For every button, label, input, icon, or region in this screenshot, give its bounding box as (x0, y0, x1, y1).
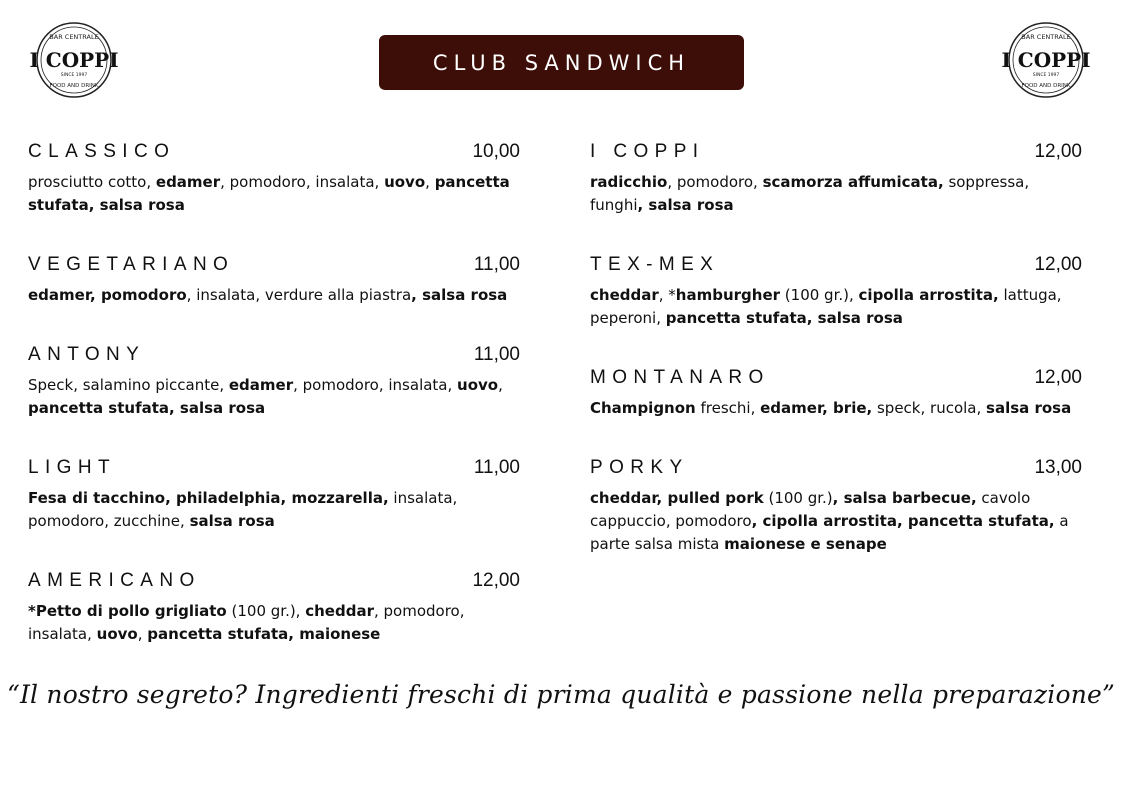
section-title-banner: CLUB SANDWICH (379, 35, 744, 90)
item-name: CLASSICO (28, 141, 176, 162)
item-price: 12,00 (1034, 254, 1082, 275)
ingredient-text: insalata, pomodoro, zucchine, (28, 489, 458, 530)
item-description (590, 171, 1082, 217)
menu-item-left-1 (28, 254, 520, 307)
ingredient-text: lattuga, peperoni, (590, 286, 1062, 327)
item-description (28, 171, 520, 217)
ingredient-text: (100 gr.) (763, 489, 833, 507)
logo-left (16, 20, 132, 100)
item-price: 13,00 (1034, 457, 1082, 478)
ingredient-text: (100 gr.), (780, 286, 859, 304)
item-price: 11,00 (473, 254, 520, 275)
svg-text:BAR CENTRALE: BAR CENTRALE (49, 33, 99, 41)
ingredient-text: (100 gr.), (226, 602, 306, 620)
ingredient-text: , pomodoro, insalata, (220, 173, 385, 191)
item-name: I COPPI (590, 141, 705, 162)
item-price: 12,00 (472, 570, 520, 591)
item-description (28, 600, 520, 646)
ingredient-bold: edamer, brie, (760, 399, 873, 417)
item-price: 10,00 (472, 141, 520, 162)
menu-item-left-4 (28, 570, 520, 646)
item-description (590, 284, 1082, 330)
item-price: 11,00 (473, 344, 520, 365)
ingredient-bold: edamer (228, 376, 294, 394)
ingredient-bold: hamburgher (675, 286, 781, 304)
item-name: VEGETARIANO (28, 254, 235, 275)
ingredient-bold: edamer (155, 173, 221, 191)
logo-right (988, 20, 1104, 100)
ingredient-bold: cheddar (305, 602, 374, 620)
item-price: 12,00 (1034, 141, 1082, 162)
item-price: 12,00 (1034, 367, 1082, 388)
item-name: ANTONY (28, 344, 146, 365)
ingredient-bold: uovo (384, 173, 426, 191)
ingredient-bold: salsa rosa (986, 399, 1072, 417)
ingredient-bold: uovo (96, 625, 138, 643)
ingredient-text: speck, rucola, (872, 399, 987, 417)
ingredient-bold: maionese e senape (724, 535, 887, 553)
svg-text:SINCE 1997: SINCE 1997 (1032, 73, 1060, 78)
ingredient-text: freschi, (695, 399, 761, 417)
item-description (28, 487, 520, 533)
menu-item-left-3 (28, 457, 520, 533)
ingredient-bold: *Petto di pollo grigliato (28, 602, 227, 620)
ingredient-bold: cheddar, pulled pork (590, 489, 764, 507)
ingredient-bold: , salsa rosa (637, 196, 734, 214)
menu-item-right-2 (590, 367, 1082, 420)
item-description (590, 487, 1082, 556)
item-name: TEX-MEX (590, 254, 720, 275)
item-description (28, 284, 520, 307)
ingredient-bold: cipolla arrostita, (858, 286, 999, 304)
item-description (28, 374, 520, 420)
ingredient-bold: radicchio (590, 173, 668, 191)
ingredient-bold: pancetta stufata, salsa rosa (28, 173, 510, 214)
svg-text:FOOD AND DRINK: FOOD AND DRINK (49, 83, 99, 89)
ingredient-bold: , salsa barbecue, (832, 489, 977, 507)
item-description (590, 397, 1082, 420)
ingredient-bold: pancetta stufata, salsa rosa (665, 309, 903, 327)
ingredient-text: Speck, salamino piccante, (28, 376, 229, 394)
ingredient-text: a parte salsa mista (590, 512, 1069, 553)
ingredient-bold: salsa rosa (189, 512, 275, 530)
ingredient-text: cavolo cappuccio, pomodoro (590, 489, 1031, 530)
ingredient-bold: edamer, pomodoro (28, 286, 187, 304)
item-price: 11,00 (473, 457, 520, 478)
ingredient-bold: , cipolla arrostita, pancetta stufata, (751, 512, 1055, 530)
ingredient-text: , pomodoro, insalata, (28, 602, 465, 643)
tagline-quote: “Il nostro segreto? Ingredienti freschi di prima qualità e passione nella preparazione” (7, 680, 1115, 709)
ingredient-bold: Fesa di tacchino, philadelphia, mozzarella, (28, 489, 389, 507)
ingredient-bold: scamorza affumicata, (762, 173, 944, 191)
menu-item-right-3 (590, 457, 1082, 556)
ingredient-bold: pancetta stufata, maionese (147, 625, 381, 643)
ingredient-text: , (425, 173, 435, 191)
ingredient-text: , (498, 376, 503, 394)
ingredient-text: prosciutto cotto, (28, 173, 156, 191)
svg-text:I COPPI: I COPPI (29, 48, 119, 72)
ingredient-text: , insalata, verdure alla piastra (186, 286, 412, 304)
item-name: MONTANARO (590, 367, 770, 388)
menu-item-left-0 (28, 141, 520, 217)
ingredient-text: , pomodoro, (667, 173, 763, 191)
ingredient-text: , (137, 625, 148, 643)
svg-text:SINCE 1997: SINCE 1997 (60, 73, 88, 78)
svg-text:BAR CENTRALE: BAR CENTRALE (1021, 33, 1071, 41)
ingredient-bold: , salsa rosa (411, 286, 508, 304)
svg-text:FOOD AND DRINK: FOOD AND DRINK (1021, 83, 1071, 89)
item-name: LIGHT (28, 457, 116, 478)
ingredient-text: , pomodoro, insalata, (293, 376, 458, 394)
ingredient-bold: uovo (457, 376, 499, 394)
menu-item-right-1 (590, 254, 1082, 330)
ingredient-bold: Champignon (590, 399, 696, 417)
menu-item-left-2 (28, 344, 520, 420)
ingredient-text: soppressa, funghi (590, 173, 1030, 214)
svg-text:I COPPI: I COPPI (1001, 48, 1091, 72)
ingredient-text: , * (658, 286, 676, 304)
ingredient-bold: cheddar (590, 286, 659, 304)
item-name: AMERICANO (28, 570, 201, 591)
menu-item-right-0 (590, 141, 1082, 217)
item-name: PORKY (590, 457, 689, 478)
ingredient-bold: pancetta stufata, salsa rosa (28, 399, 266, 417)
